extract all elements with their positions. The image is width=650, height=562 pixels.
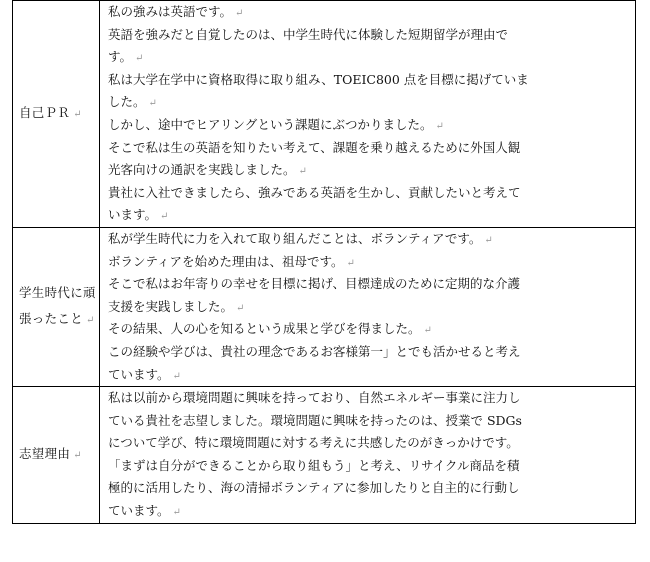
body-line	[108, 91, 631, 114]
body-line	[108, 204, 631, 227]
entry-sheet-table	[12, 0, 636, 524]
body-line-text: 貴社に入社できましたら、強みである英語を生かし、貢献したいと考えて	[108, 184, 521, 200]
body-line-text: この経験や学びは、貴社の理念であるお客様第一」とでも活かせると考え	[108, 343, 521, 359]
body-line	[108, 24, 631, 47]
section-label-cell	[13, 1, 100, 228]
paragraph-mark-icon: ↵	[148, 98, 157, 110]
paragraph-mark-icon: ↵	[86, 315, 95, 327]
paragraph-mark-icon: ↵	[135, 53, 144, 65]
paragraph-mark-icon: ↵	[346, 257, 355, 269]
body-line	[108, 296, 631, 319]
body-line-text: した。	[108, 94, 146, 110]
section-row-self-pr	[13, 1, 636, 228]
section-label-cell	[13, 227, 100, 386]
entry-sheet-body	[13, 1, 636, 524]
paragraph-mark-icon: ↵	[435, 120, 444, 132]
paragraph-mark-icon: ↵	[160, 211, 169, 223]
body-line-text: ボランティアを始めた理由は、祖母です。	[108, 253, 344, 269]
body-line-text: 私は大学在学中に資格取得に取り組み、TOEIC800 点を目標に掲げていま	[108, 71, 529, 87]
body-line-text: ています。	[108, 366, 170, 382]
body-line-text: す。	[108, 49, 133, 65]
body-line	[108, 500, 631, 523]
body-line-text: 英語を強みだと自覚したのは、中学生時代に体験した短期留学が理由で	[108, 26, 509, 42]
body-line	[108, 318, 631, 341]
section-label-text: 自己ＰＲ	[19, 104, 71, 120]
body-line	[108, 114, 631, 137]
paragraph-mark-icon: ↵	[73, 449, 82, 461]
section-row-student-effort	[13, 227, 636, 386]
body-line	[108, 69, 631, 92]
body-line	[108, 273, 631, 296]
section-label	[13, 100, 99, 128]
body-line-text: 「まずは自分ができることから取り組もう」と考え、リサイクル商品を積	[108, 457, 520, 473]
body-line-text: ています。	[108, 503, 170, 519]
section-label-cell	[13, 387, 100, 524]
body-line-text: います。	[108, 207, 158, 223]
body-line	[108, 182, 631, 205]
paragraph-mark-icon: ↵	[172, 507, 181, 519]
body-line	[108, 1, 631, 24]
body-line	[108, 477, 631, 500]
body-line-text: 私が学生時代に力を入れて取り組んだことは、ボランティアです。	[108, 230, 482, 246]
body-line-text: 極的に活用したり、海の清掃ボランティアに参加したりと自主的に行動し	[108, 480, 520, 496]
body-line-text: しかし、途中でヒアリングという課題にぶつかりました。	[108, 116, 433, 132]
paragraph-mark-icon: ↵	[172, 370, 181, 382]
section-label-text: 学生時代に頑張ったこと	[19, 285, 96, 327]
body-line-text: ている貴社を志望しました。環境問題に興味を持ったのは、授業で SDGs	[108, 412, 522, 428]
paragraph-mark-icon: ↵	[236, 302, 245, 314]
section-body-cell	[100, 387, 636, 524]
body-line	[108, 251, 631, 274]
paragraph-mark-icon: ↵	[235, 8, 244, 19]
body-line-text: そこで私は生の英語を知りたい考えて、課題を乗り越えるために外国人観	[108, 139, 521, 155]
body-line	[108, 137, 631, 160]
body-line-text: 私は以前から環境問題に興味を持っており、自然エネルギー事業に注力し	[108, 390, 521, 406]
body-line	[108, 228, 631, 251]
body-line	[108, 341, 631, 364]
paragraph-mark-icon: ↵	[484, 234, 493, 246]
paragraph-mark-icon: ↵	[298, 166, 307, 178]
body-line-text: そこで私はお年寄りの幸せを目標に掲げ、目標達成のために定期的な介護	[108, 276, 521, 292]
body-line	[108, 159, 631, 182]
body-line-text: について学び、特に環境問題に対する考えに共感したのがきっかけです。	[108, 435, 519, 451]
body-line-text: 支援を実践しました。	[108, 298, 234, 314]
body-line-text: その結果、人の心を知るという成果と学びを得ました。	[108, 321, 421, 337]
section-body-cell	[100, 227, 636, 386]
body-line	[108, 387, 631, 410]
paragraph-mark-icon: ↵	[73, 108, 82, 120]
paragraph-mark-icon: ↵	[423, 325, 432, 337]
section-label	[13, 441, 99, 469]
body-line	[108, 46, 631, 69]
section-row-motivation	[13, 387, 636, 524]
section-label	[13, 280, 99, 334]
section-body-cell	[100, 1, 636, 228]
body-line-text: 私の強みは英語です。	[108, 4, 233, 19]
body-line	[108, 432, 631, 455]
body-line-text: 光客向けの通訳を実践しました。	[108, 162, 296, 178]
body-line	[108, 455, 631, 478]
section-label-text: 志望理由	[19, 445, 71, 461]
body-line	[108, 410, 631, 433]
body-line	[108, 364, 631, 387]
